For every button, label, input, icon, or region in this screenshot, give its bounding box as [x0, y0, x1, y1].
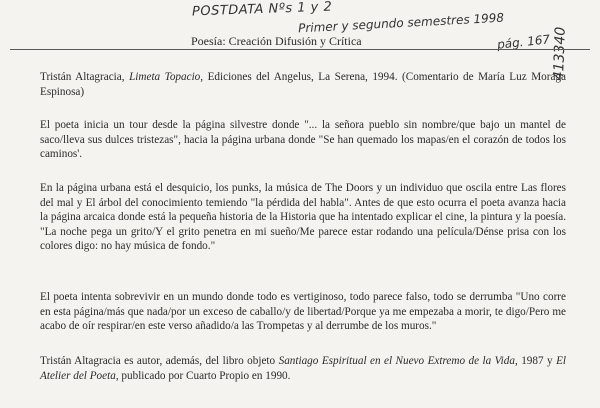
paragraph-2: En la página urbana está el desquicio, los punks, la música de The Doors y un individuo que oscila entre Las flores del mal y El árbol del conocimiento temiendo "la pérdida del habla". Antes de que esto ocurra el poeta avanza hacia la página arcaica donde está la pequeña historia de la Historia que ha intentado explicar el cine, la pintura y la poesía. "La noche pega un grito/Y el grito penetra en mi sueño/Me parece estar rodando una película/Dénse prisa con los colores digo: no hay música de fondo." [40, 182, 566, 253]
paragraph-1: El poeta inicia un tour desde la página silvestre donde "... la señora pueblo sin nombre/que bajo un mantel de saco/lleva sus dulces tristezas", hacia la página urbana donde "Se han quemado los mapas/en el corazón de todos los caminos'. [40, 119, 566, 161]
handwritten-date: Primer y segundo semestres 1998 [297, 10, 505, 36]
closing-text-3: , publicado por Cuarto Propio en 1990. [115, 369, 291, 382]
header-rule [10, 49, 590, 50]
citation-title: Limeta Topacio [129, 71, 201, 83]
paragraph-3: El poeta intenta sobrevivir en un mundo donde todo es vertiginoso, todo parece falso, todo se derrumba "Uno corre en esta página/más que nada/por un exceso de caballo/y de libertad/Porque ya me empezaba a morir, te digo/Pero me acabo de oír respirar/en este verso añadido/a las Trompetas y al derrumbe de los muros." [40, 291, 566, 333]
closing-text-2: , 1987 y [514, 355, 557, 367]
handwritten-call-number: 413340 [551, 26, 569, 81]
closing-book-2: El Atelier del Poeta [40, 355, 567, 382]
handwritten-publication: POSTDATA Nºs 1 y 2 [191, 0, 333, 20]
closing-book-1: Santiago Espiritual en el Nuevo Extremo de la Vida [278, 355, 515, 367]
closing-text-1: Tristán Altagracia es autor, además, del libro objeto [40, 355, 279, 367]
citation-author: Tristán Altagracia, [40, 71, 130, 83]
citation-details: , Ediciones del Angelus, La Serena, 1994. (Comentario de María Luz Moraga Espinosa) [40, 71, 566, 98]
citation [40, 70, 566, 99]
section-header: Poesía: Creación Difusión y Crítica [191, 34, 362, 48]
handwritten-page-number: pág. 167 [496, 32, 551, 52]
closing-paragraph [40, 354, 566, 383]
